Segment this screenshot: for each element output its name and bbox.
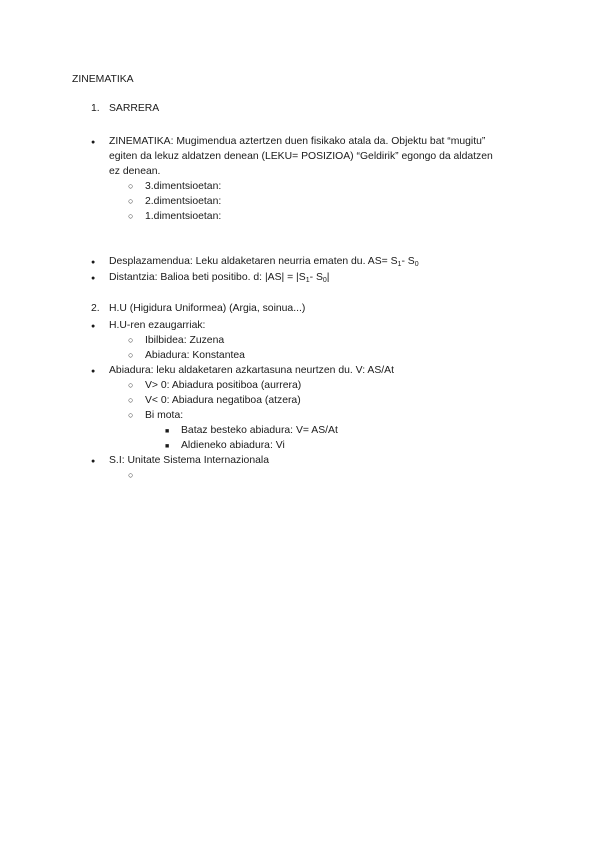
list-item: 1.dimentsioetan: [145,211,222,222]
bullet-icon [91,135,95,149]
desplazamendua-line: Desplazamendua: Leku aldaketaren neurria ematen du. $AS= S_1-$ $S_0$ [109,256,419,268]
list-item: 2.dimentsioetan: [145,196,222,207]
si-label: S.I: Unitate Sistema Internazionala [109,455,269,466]
zinematika-line-1: ZINEMATIKA: Mugimendua aztertzen duen fisikako atala da. Objektu bat “mugitu” [109,136,486,147]
circle-bullet-icon [128,394,133,407]
bullet-icon [91,271,95,285]
list-item: Bataz besteko abiadura: V= AS/At [181,425,338,436]
square-bullet-icon [165,424,169,438]
distantzia-line: Distantzia: Balioa beti positibo. d: $|AS| = |S_1-$ $S_0|$ [109,272,330,284]
bullet-icon [91,454,95,468]
list-item: Aldieneko abiadura: Vi [181,440,285,451]
list-item: V> 0: Abiadura positiboa (aurrera) [145,380,302,391]
circle-bullet-icon [128,349,133,362]
bullet-icon [91,364,95,378]
list-item: Bi mota: [145,410,184,421]
hu-ezaugarriak-label: H.U-ren ezaugarriak: [109,320,206,331]
section-1-number: 1. [91,103,100,114]
circle-bullet-icon [128,334,133,347]
abiadura-label: Abiadura: leku aldaketaren azkartasuna neurtzen du. V: AS/At [109,365,394,376]
circle-bullet-icon [128,469,133,482]
list-item: Abiadura: Konstantea [145,350,245,361]
circle-bullet-icon [128,210,133,223]
section-2-heading: H.U (Higidura Uniformea) (Argia, soinua...) [109,303,306,314]
zinematika-line-3: ez denean. [109,166,161,177]
section-1-heading: SARRERA [109,103,160,114]
document-title: ZINEMATIKA [72,74,134,85]
bullet-icon [91,255,95,269]
bullet-icon [91,319,95,333]
circle-bullet-icon [128,195,133,208]
circle-bullet-icon [128,379,133,392]
square-bullet-icon [165,439,169,453]
circle-bullet-icon [128,180,133,193]
list-item: Ibilbidea: Zuzena [145,335,225,346]
list-item: 3.dimentsioetan: [145,181,222,192]
list-item: V< 0: Abiadura negatiboa (atzera) [145,395,301,406]
zinematika-line-2: egiten da lekuz aldatzen denean (LEKU= POSIZIOA) “Geldirik” egongo da aldatzen [109,151,493,162]
circle-bullet-icon [128,409,133,422]
section-2-number: 2. [91,303,100,314]
